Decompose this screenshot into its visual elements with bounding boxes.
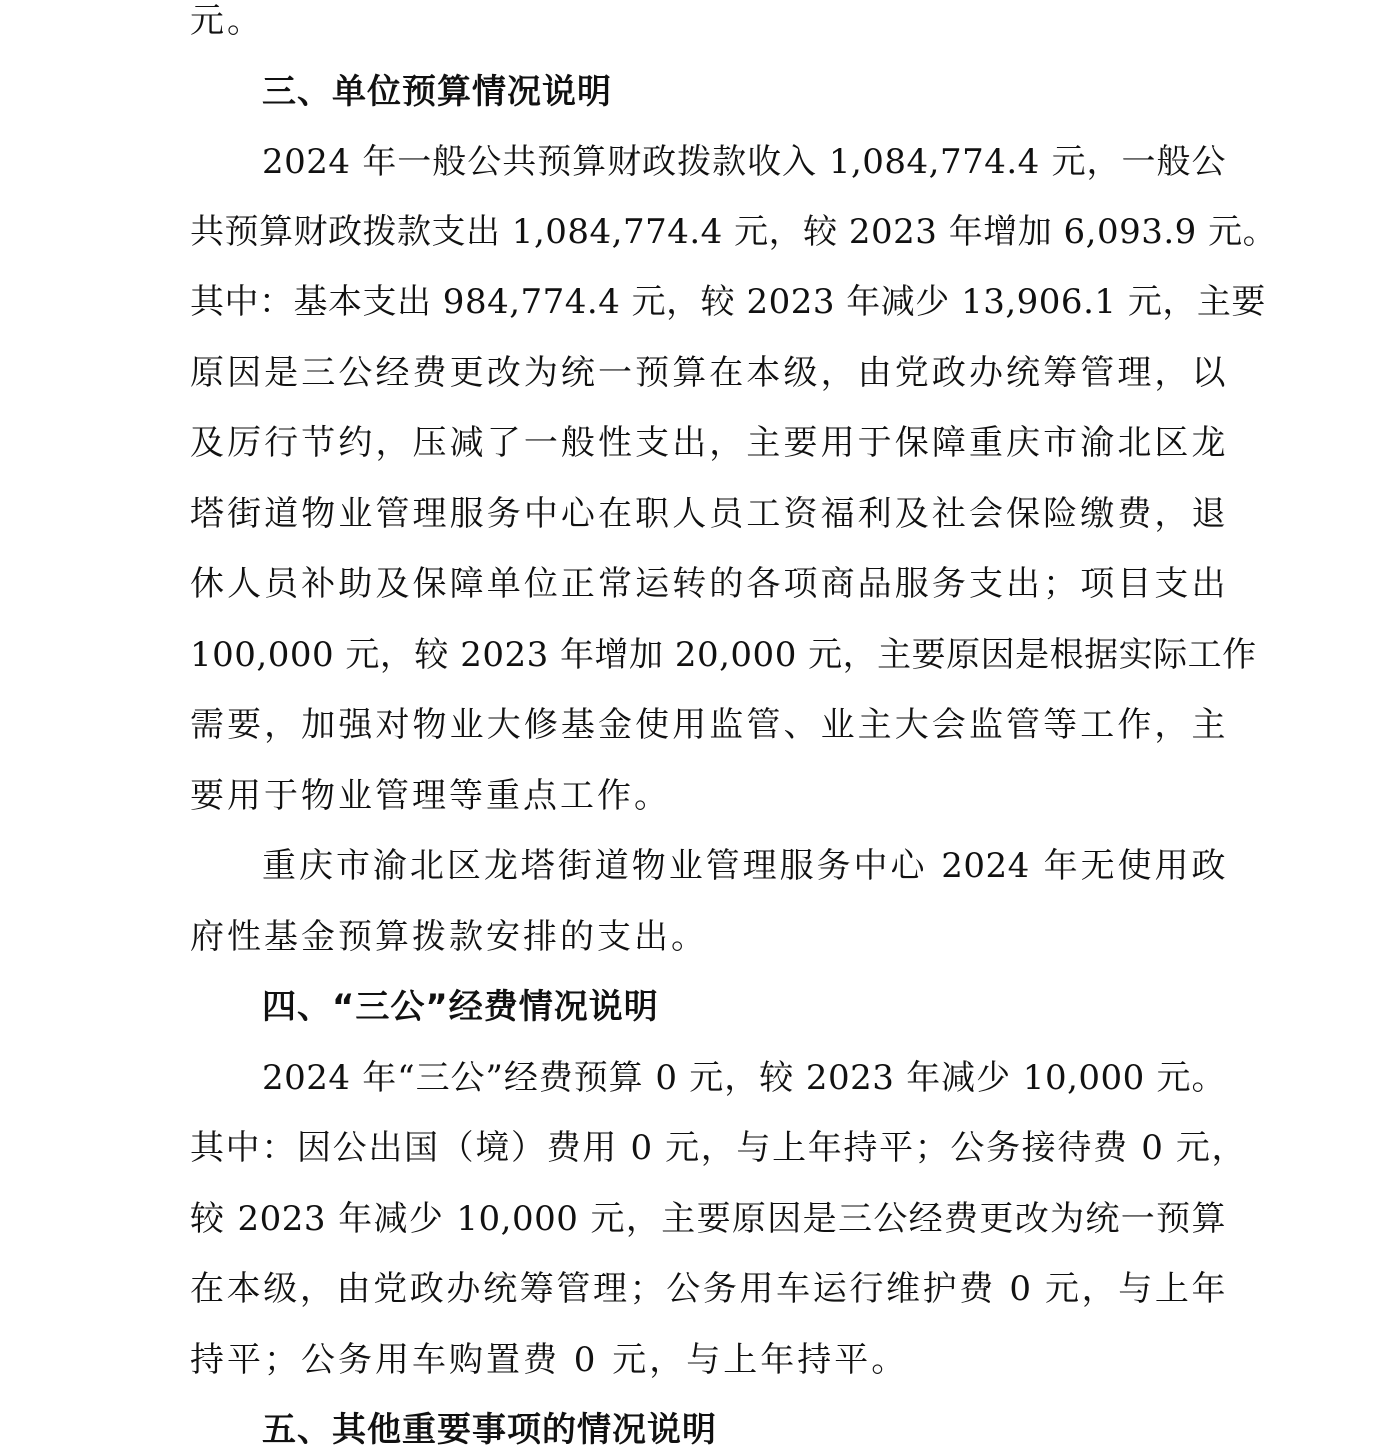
section-3-line: 2024 年一般公共预算财政拨款收入 1,084,774.4 元，一般公 bbox=[262, 142, 1226, 182]
section-4-line: 2024 年“三公”经费预算 0 元，较 2023 年减少 10,000 元。 bbox=[262, 1058, 1226, 1098]
section-4-line: 在本级，由党政办统筹管理；公务用车运行维护费 0 元，与上年 bbox=[190, 1269, 1226, 1309]
section-3-line: 要用于物业管理等重点工作。 bbox=[190, 776, 671, 816]
section-3-line: 需要，加强对物业大修基金使用监管、业主大会监管等工作，主 bbox=[190, 705, 1226, 745]
section-3-heading: 三、单位预算情况说明 bbox=[262, 72, 612, 112]
section-3-line: 休人员补助及保障单位正常运转的各项商品服务支出；项目支出 bbox=[190, 564, 1226, 604]
section-3-line: 原因是三公经费更改为统一预算在本级，由党政办统筹管理，以 bbox=[190, 353, 1226, 393]
section-4-line: 其中：因公出国（境）费用 0 元，与上年持平；公务接待费 0 元， bbox=[190, 1128, 1246, 1168]
section-4-line: 较 2023 年减少 10,000 元，主要原因是三公经费更改为统一预算 bbox=[190, 1199, 1226, 1239]
section-3-line: 塔街道物业管理服务中心在职人员工资福利及社会保险缴费，退 bbox=[190, 494, 1226, 534]
section-4-heading: 四、“三公”经费情况说明 bbox=[262, 987, 659, 1027]
section-3-line: 100,000 元，较 2023 年增加 20,000 元，主要原因是根据实际工作 bbox=[190, 635, 1257, 675]
gov-fund-line: 府性基金预算拨款安排的支出。 bbox=[190, 917, 708, 957]
gov-fund-line: 重庆市渝北区龙塔街道物业管理服务中心 2024 年无使用政 bbox=[262, 846, 1226, 886]
intro-tail-text: 元。 bbox=[190, 1, 264, 41]
section-3-line: 共预算财政拨款支出 1,084,774.4 元，较 2023 年增加 6,093.9 元。 bbox=[190, 212, 1278, 252]
section-4-line: 持平；公务用车购置费 0 元，与上年持平。 bbox=[190, 1340, 909, 1380]
section-3-line: 及厉行节约，压减了一般性支出，主要用于保障重庆市渝北区龙 bbox=[190, 423, 1226, 463]
section-3-line: 其中：基本支出 984,774.4 元，较 2023 年减少 13,906.1 元，主要 bbox=[190, 282, 1266, 322]
section-5-heading: 五、其他重要事项的情况说明 bbox=[262, 1410, 717, 1450]
